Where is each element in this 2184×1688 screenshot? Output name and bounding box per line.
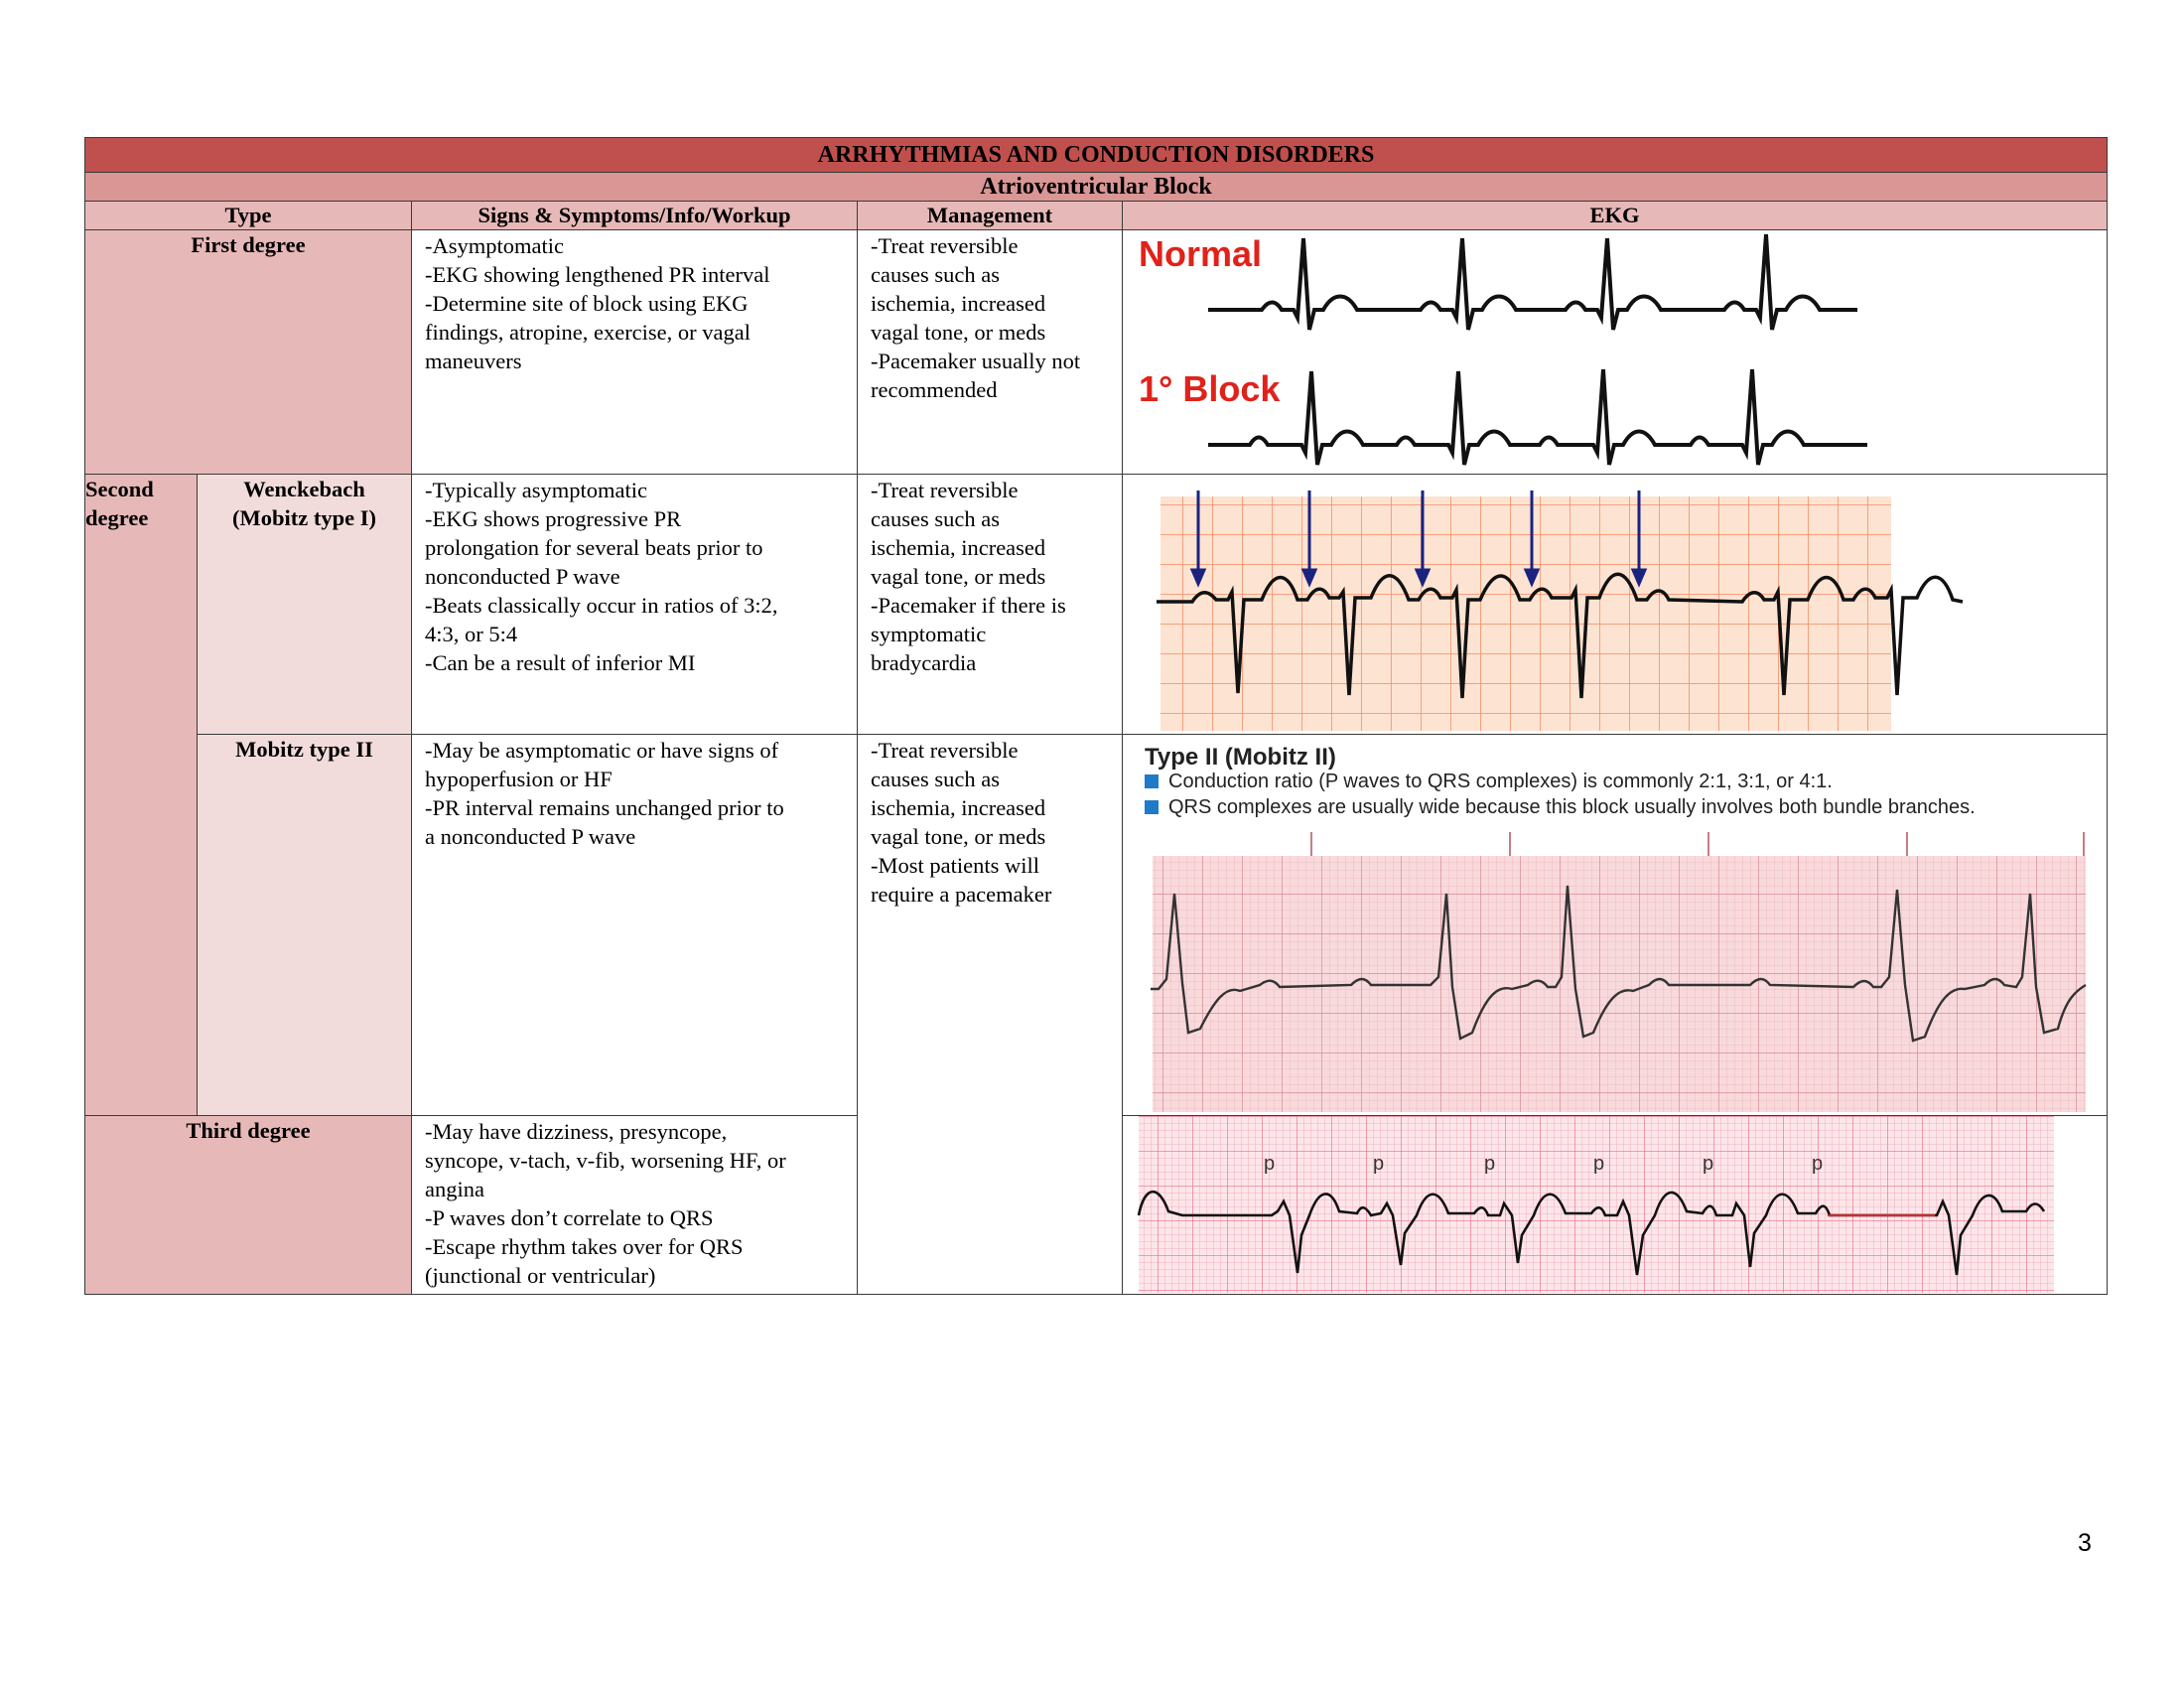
p-label: p [1373,1153,1385,1175]
ekg-normal-trace [1208,234,1857,330]
type-wenckebach-2: (Mobitz type I) [232,505,376,530]
cell-line: bradycardia [871,650,977,675]
cell-line: -May have dizziness, presyncope, [425,1119,728,1144]
cell-line: vagal tone, or meds [871,320,1046,345]
cell-line: symptomatic [871,622,987,646]
header-signs: Signs & Symptoms/Info/Workup [412,202,858,230]
ekg-grid [1139,1116,2054,1293]
type-first-degree: First degree [85,230,412,475]
bullet-square-icon [1145,800,1159,814]
cell-line: recommended [871,377,998,402]
cell-line: vagal tone, or meds [871,564,1046,589]
management-mobitz-ii [858,735,1123,1295]
row-mobitz-ii [85,735,2108,1116]
cell-line: maneuvers [425,349,522,373]
table-title: ARRHYTHMIAS AND CONDUCTION DISORDERS [85,138,2108,173]
cell-line: -P waves don’t correlate to QRS [425,1205,714,1230]
cell-line: -Treat reversible [871,738,1019,763]
cell-line: -Pacemaker if there is [871,593,1066,618]
cell-line: -Escape rhythm takes over for QRS [425,1234,744,1259]
ekg-grid [1153,856,2086,1112]
ekg-first-block-label: 1° Block [1139,368,1281,409]
ekg-grid-ticks [1311,832,2084,856]
cell-line: angina [425,1177,484,1201]
mobitz-caption-bullet-1: Conduction ratio (P waves to QRS complexes) is commonly 2:1, 3:1, or 4:1. [1168,771,1833,792]
signs-mobitz-ii [412,735,858,1116]
cell-line: -Typically asymptomatic [425,478,647,502]
av-block-table [84,137,2108,1295]
header-ekg: EKG [1123,202,2108,230]
signs-wenckebach [412,475,858,735]
management-first-degree [858,230,1123,475]
cell-line: -EKG shows progressive PR [425,506,682,531]
cell-line: require a pacemaker [871,882,1052,907]
cell-line: causes such as [871,767,1000,791]
ekg-normal-label: Normal [1139,233,1263,274]
cell-line: vagal tone, or meds [871,824,1046,849]
ekg-wenckebach [1123,475,2108,735]
ekg-mobitz-ii-image [1123,735,2106,1114]
management-wenckebach [858,475,1123,735]
ekg-first-degree-image [1123,230,2106,473]
cell-line: ischemia, increased [871,795,1046,820]
bullet-square-icon [1145,774,1159,788]
cell-line: 4:3, or 5:4 [425,622,518,646]
p-label: p [1264,1153,1276,1175]
mobitz-caption-bullet-2: QRS complexes are usually wide because this block usually involves both bundle branches. [1168,796,1976,818]
cell-line: -Can be a result of inferior MI [425,650,696,675]
cell-line: -Most patients will [871,853,1039,878]
table-subtitle: Atrioventricular Block [85,173,2108,202]
ekg-third-degree [1123,1116,2108,1295]
type-wenckebach-1: Wenckebach [243,477,365,501]
header-management: Management [858,202,1123,230]
row-first-degree [85,230,2108,475]
cell-line: -PR interval remains unchanged prior to [425,795,784,820]
cell-line: -EKG showing lengthened PR interval [425,262,770,287]
cell-line: (junctional or ventricular) [425,1263,656,1288]
cell-line: -May be asymptomatic or have signs of [425,738,779,763]
p-label: p [1812,1153,1824,1175]
ekg-first-block-trace [1208,369,1867,465]
cell-line: a nonconducted P wave [425,824,636,849]
cell-line: -Asymptomatic [425,233,564,258]
signs-third-degree [412,1116,858,1295]
p-label: p [1593,1153,1605,1175]
type-mobitz-ii: Mobitz type II [198,735,412,1116]
cell-line: -Treat reversible [871,233,1019,258]
cell-line: causes such as [871,262,1000,287]
ekg-wenckebach-image [1123,475,2106,733]
row-wenckebach [85,475,2108,735]
type-third-degree: Third degree [85,1116,412,1295]
header-type: Type [85,202,412,230]
cell-line: -Pacemaker usually not [871,349,1081,373]
cell-line: ischemia, increased [871,291,1046,316]
page-number: 3 [2078,1529,2092,1557]
cell-line: -Treat reversible [871,478,1019,502]
cell-line: -Beats classically occur in ratios of 3:2, [425,593,778,618]
type-wenckebach [198,475,412,735]
second-degree-label-1: Second [85,477,154,501]
cell-line: prolongation for several beats prior to [425,535,763,560]
ekg-mobitz-ii [1123,735,2108,1116]
cell-line: causes such as [871,506,1000,531]
cell-line: findings, atropine, exercise, or vagal [425,320,751,345]
cell-line: hypoperfusion or HF [425,767,613,791]
cell-line: -Determine site of block using EKG [425,291,749,316]
second-degree-label [85,475,198,1116]
ekg-first-degree [1123,230,2108,475]
ekg-grid [1160,496,1891,731]
p-label: p [1484,1153,1496,1175]
p-label: p [1703,1153,1714,1175]
cell-line: ischemia, increased [871,535,1046,560]
signs-first-degree [412,230,858,475]
cell-line: syncope, v-tach, v-fib, worsening HF, or [425,1148,786,1173]
mobitz-caption-title: Type II (Mobitz II) [1145,744,1336,771]
ekg-third-degree-image [1123,1116,2106,1293]
second-degree-label-2: degree [85,505,149,530]
cell-line: nonconducted P wave [425,564,620,589]
